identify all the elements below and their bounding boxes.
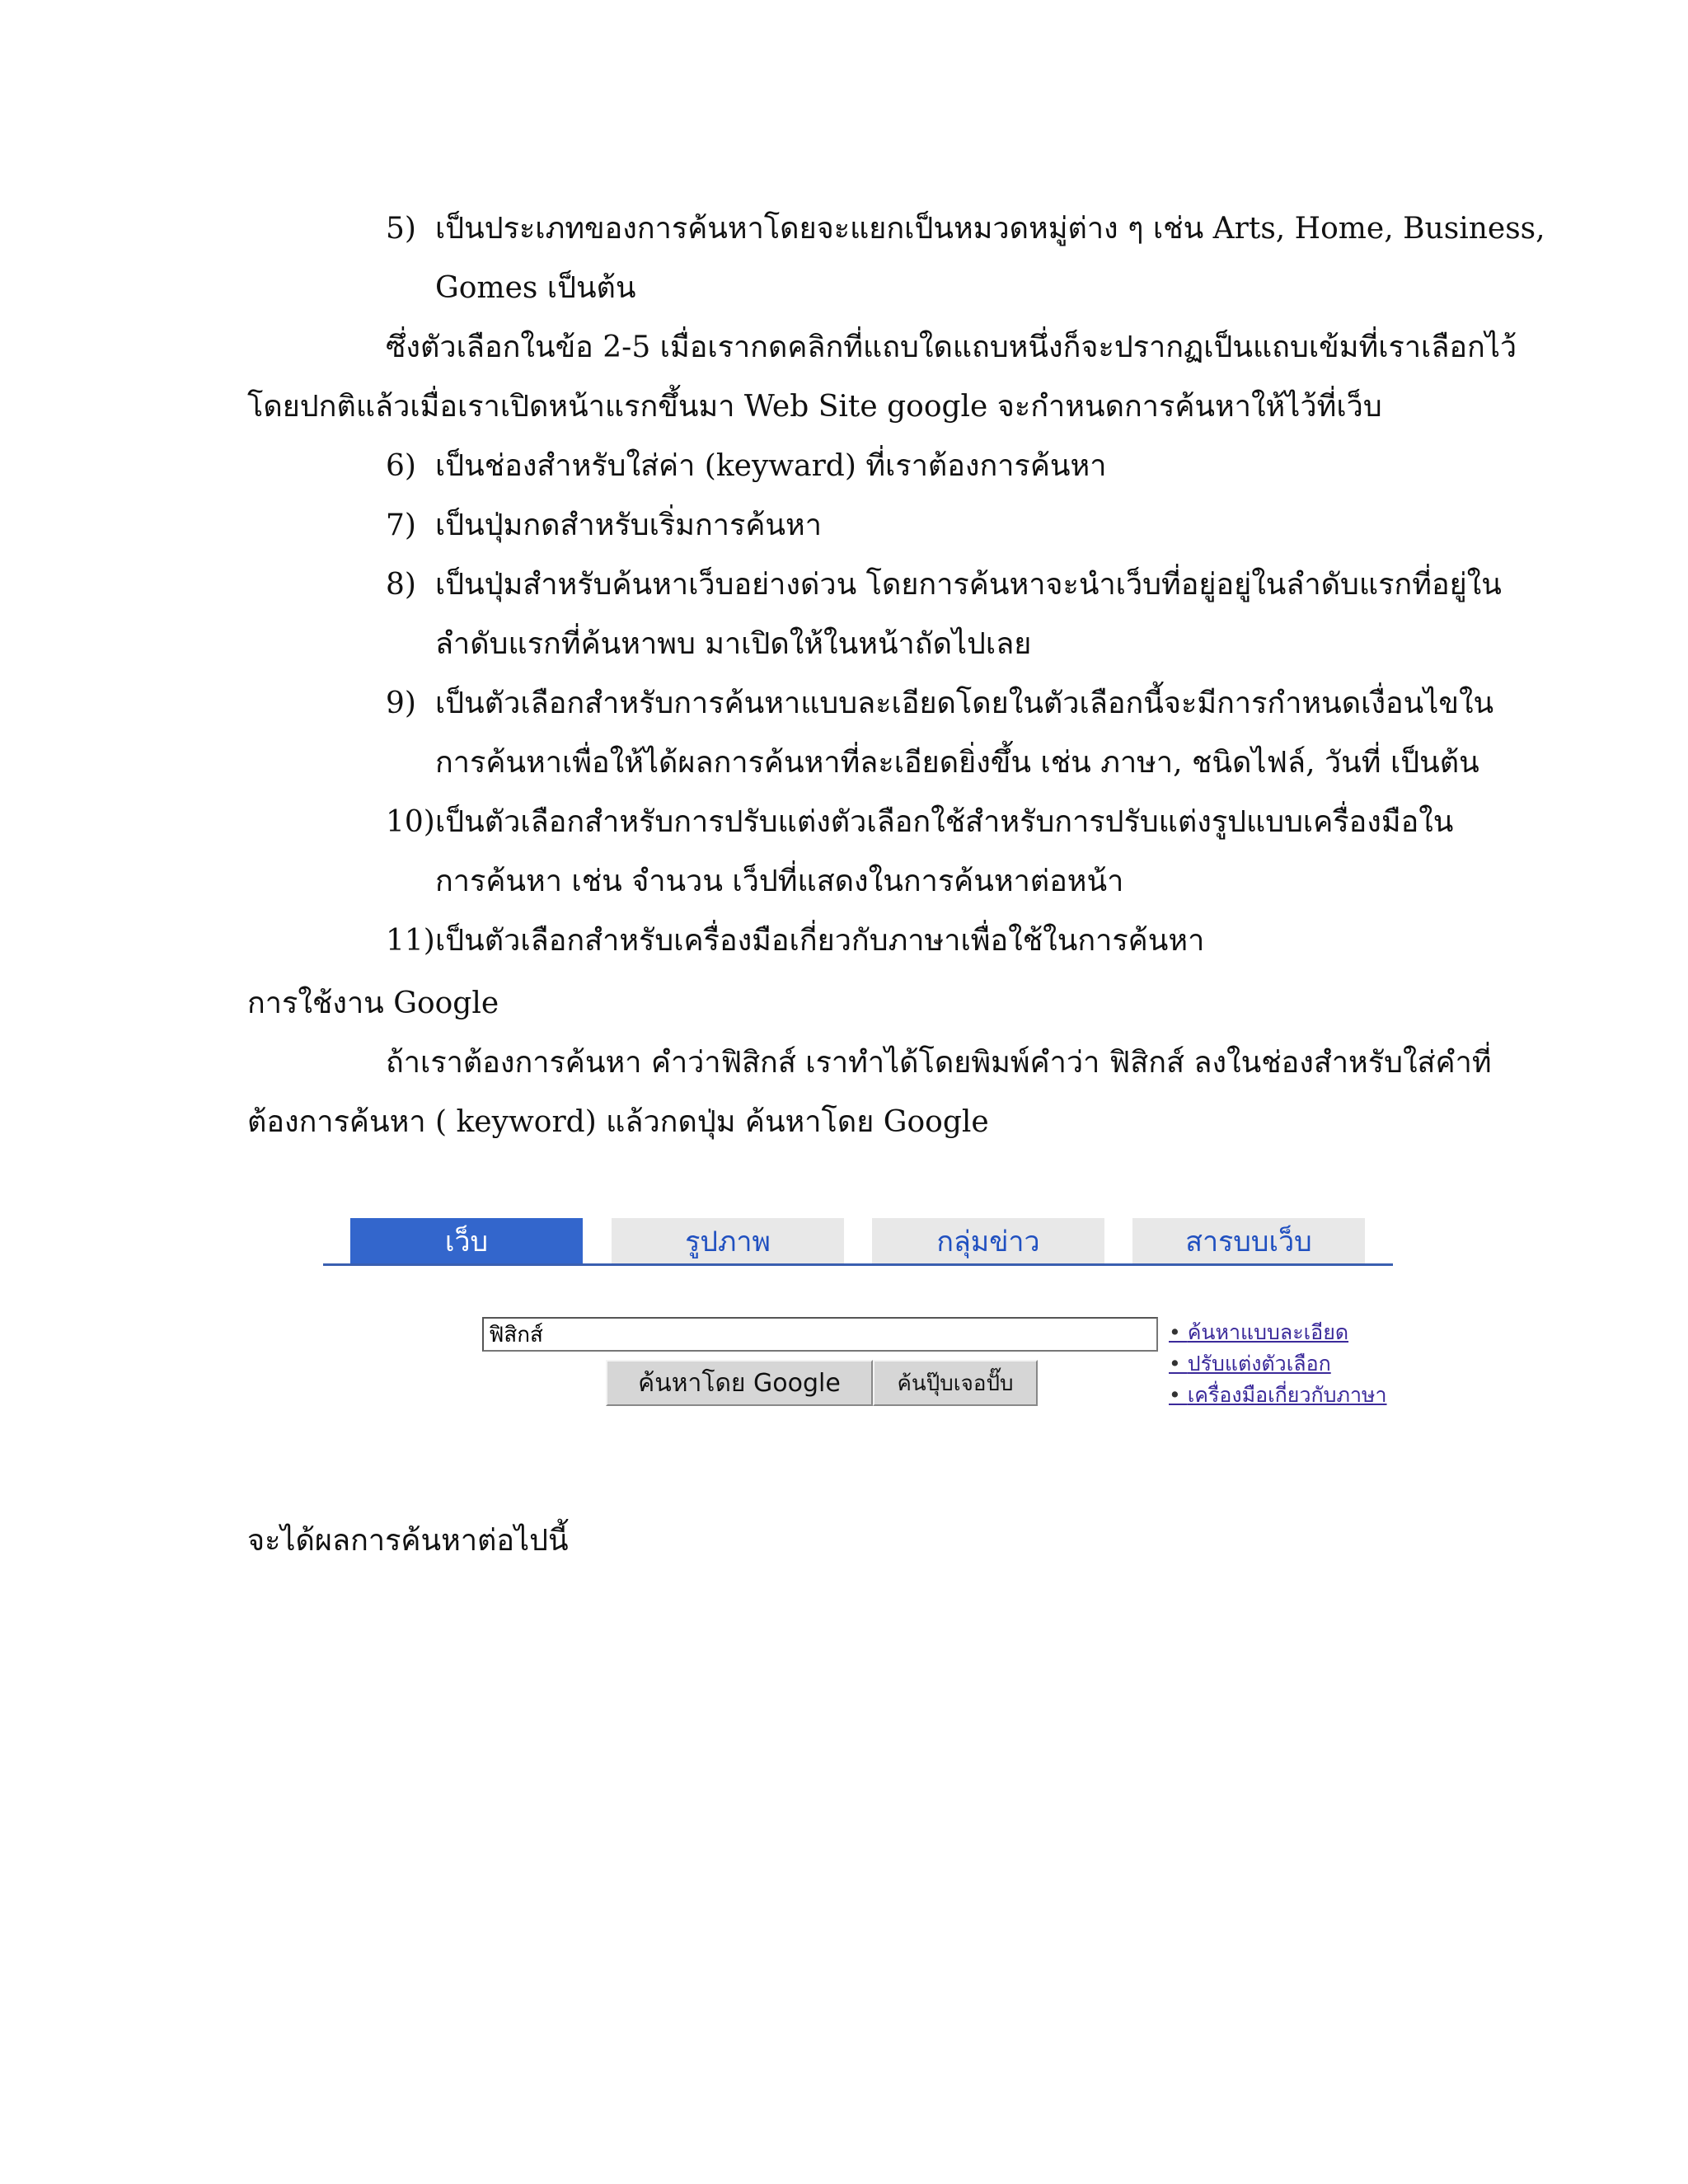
preferences-link[interactable]: • ปรับแต่งตัวเลือก — [1169, 1348, 1387, 1380]
item-11-text: เป็นตัวเลือกสำหรับเครื่องมือเกี่ยวกับภาษาเพื่อใช้ในการค้นหา — [435, 924, 1205, 958]
item-5-number: 5) — [386, 212, 416, 246]
language-tools-link[interactable]: • เครื่องมือเกี่ยวกับภาษา — [1169, 1380, 1387, 1411]
tab-directory[interactable]: สารบบเว็บ — [1132, 1218, 1365, 1264]
item-6 — [386, 446, 1106, 487]
item-8-line-2: ลำดับแรกที่ค้นหาพบ มาเปิดให้ในหน้าถัดไปเลย — [435, 627, 1032, 661]
heading-usage: การใช้งาน Google — [247, 987, 499, 1020]
item-9-line-1 — [386, 683, 1493, 724]
item-6-number: 6) — [386, 449, 416, 483]
paragraph-select-line-1: ซึ่งตัวเลือกในข้อ 2-5 เมื่อเรากดคลิกที่แถบใดแถบหนึ่งก็จะปรากฏเป็นแถบเข้มที่เราเลือกไว้ — [386, 330, 1517, 364]
paragraph-usage-line-1: ถ้าเราต้องการค้นหา คำว่าฟิสิกส์ เราทำได้โดยพิมพ์คำว่า ฟิสิกส์ ลงในช่องสำหรับใส่คำที่ — [386, 1046, 1492, 1080]
item-11 — [386, 921, 1204, 962]
item-7-text: เป็นปุ่มกดสำหรับเริ่มการค้นหา — [435, 509, 822, 542]
item-8-text: เป็นปุ่มสำหรับค้นหาเว็บอย่างด่วน โดยการค้นหาจะนำเว็บที่อยู่อยู่ในลำดับแรกที่อยู่ใน — [435, 568, 1502, 602]
search-input[interactable]: ฟิสิกส์ — [482, 1317, 1158, 1352]
item-5-line-2: Gomes เป็นต้น — [435, 271, 636, 305]
item-9-text: เป็นตัวเลือกสำหรับการค้นหาแบบละเอียดโดยในตัวเลือกนี้จะมีการกำหนดเงื่อนไขใน — [435, 687, 1494, 720]
item-5-text: เป็นประเภทของการค้นหาโดยจะแยกเป็นหมวดหมู่ต่าง ๆ เช่น Arts, Home, Business, — [435, 212, 1545, 246]
tab-images[interactable]: รูปภาพ — [612, 1218, 844, 1264]
paragraph-result: จะได้ผลการค้นหาต่อไปนี้ — [247, 1524, 569, 1558]
item-10-text: เป็นตัวเลือกสำหรับการปรับแต่งตัวเลือกใช้สำหรับการปรับแต่งรูปแบบเครื่องมือใน — [435, 805, 1454, 839]
paragraph-usage-line-2: ต้องการค้นหา ( keyword) แล้วกดปุ่ม ค้นหาโดย Google — [247, 1105, 989, 1139]
item-9-number: 9) — [386, 687, 416, 720]
tab-underline — [323, 1263, 1393, 1266]
item-8-line-1 — [386, 565, 1502, 606]
paragraph-select-line-2: โดยปกติแล้วเมื่อเราเปิดหน้าแรกขึ้นมา Web Site google จะกำหนดการค้นหาให้ไว้ที่เว็บ — [247, 390, 1382, 424]
item-8-number: 8) — [386, 568, 416, 602]
item-10-line-1 — [386, 802, 1453, 843]
tab-web[interactable]: เว็บ — [350, 1218, 583, 1264]
search-options-links — [1169, 1317, 1387, 1411]
google-search-button[interactable]: ค้นหาโดย Google — [606, 1360, 873, 1406]
item-9-line-2: การค้นหาเพื่อให้ได้ผลการค้นหาที่ละเอียดยิ่งขึ้น เช่น ภาษา, ชนิดไฟล์, วันที่ เป็นต้น — [435, 746, 1479, 780]
item-5-line-1 — [386, 209, 1545, 250]
item-10-number: 10) — [386, 805, 435, 839]
item-11-number: 11) — [386, 924, 435, 958]
item-7 — [386, 505, 822, 546]
feeling-lucky-button[interactable]: ค้นปุ๊บเจอปั๊บ — [873, 1360, 1038, 1406]
item-10-line-2: การค้นหา เช่น จำนวน เว็ปที่แสดงในการค้นหาต่อหน้า — [435, 865, 1124, 898]
advanced-search-link[interactable]: • ค้นหาแบบละเอียด — [1169, 1317, 1387, 1348]
item-7-number: 7) — [386, 509, 416, 542]
item-6-text: เป็นช่องสำหรับใส่ค่า (keyward) ที่เราต้องการค้นหา — [435, 449, 1107, 483]
tab-groups[interactable]: กลุ่มข่าว — [872, 1218, 1104, 1264]
